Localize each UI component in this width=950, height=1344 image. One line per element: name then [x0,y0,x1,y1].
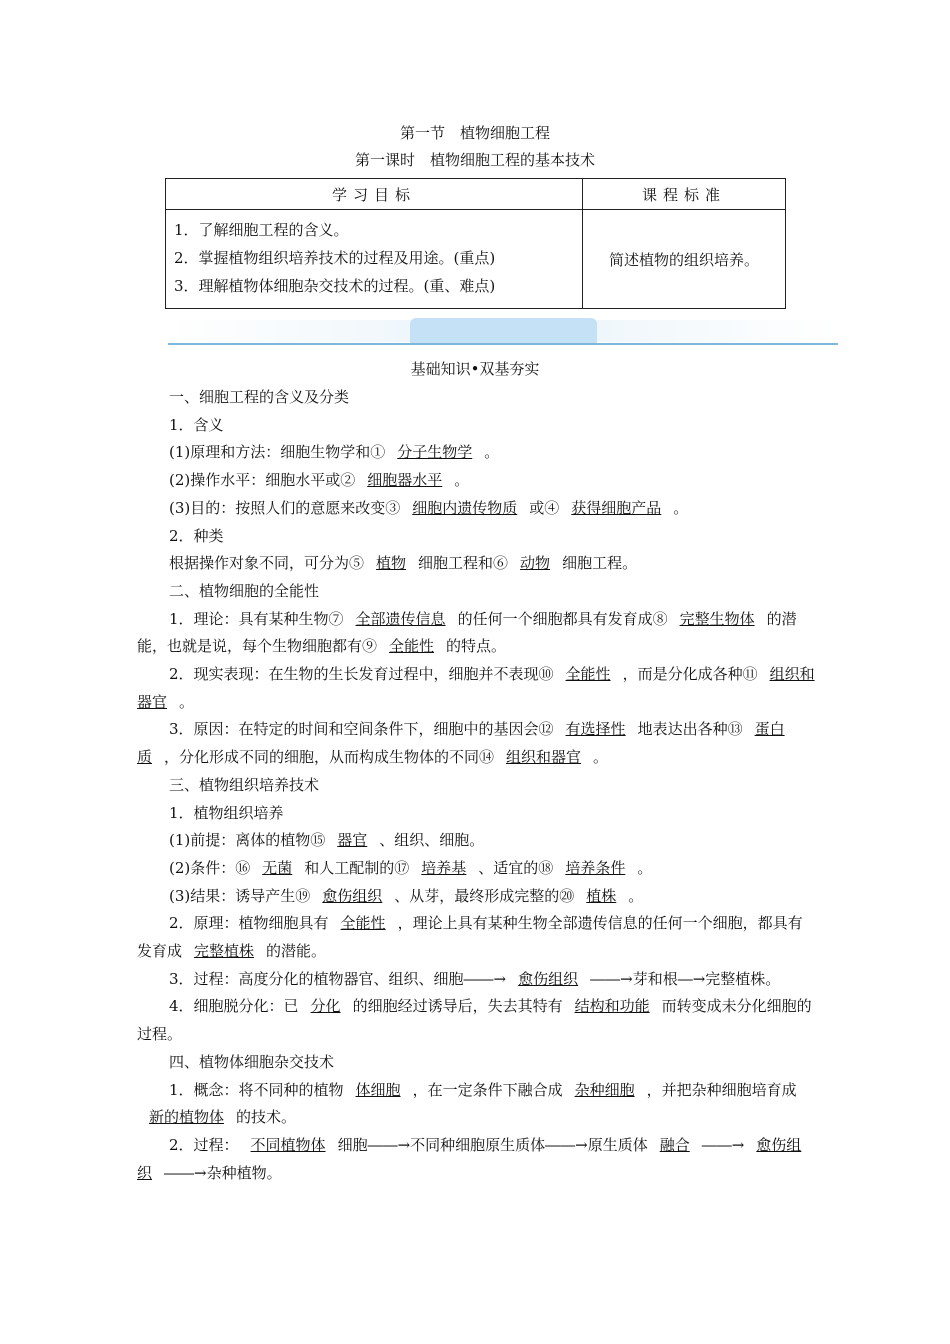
answer-blank: 组织和器官 [137,665,815,711]
answer-blank: 新的植物体 [149,1108,225,1127]
content-body [137,384,817,1187]
answer-blank: 有选择性 [565,720,626,739]
paragraph: 4．细胞脱分化：已 分化 的细胞经过诱导后，失去其特有 结构和功能 而转变成未分化细胞的过程。 [137,997,812,1044]
paragraph: 3．过程：高度分化的植物器官、组织、细胞――→ 愈伤组织 ――→芽和根―→完整植株。 [169,969,781,988]
paragraph: 3．原因：在特定的时间和空间条件下，细胞中的基因会⑫ 有选择性 地表达出各种⑬ 蛋白质 ，分化形成不同的细胞，从而构成生物体的不同⑭ 组织和器官 。 [137,720,785,767]
heading: 三、植物组织培养技术 [169,775,320,794]
subheading: 1．植物组织培养 [169,803,284,822]
answer-blank: 全部遗传信息 [355,609,446,628]
answer-blank: 植物 [376,554,407,573]
paragraph: 1．理论：具有某种生物⑦ 全部遗传信息 的任何一个细胞都具有发育成⑧ 完整生物体 的潜能，也就是说，每个生物细胞都有⑨ 全能性 的特点。 [137,609,797,656]
objective-item: 3．理解植物体细胞杂交技术的过程。(重、难点) [174,277,496,295]
standard-cell: 简述植物的组织培养。 [583,210,786,309]
answer-blank: 体细胞 [355,1080,401,1099]
answer-blank: 细胞内遗传物质 [412,498,518,517]
answer-blank: 培养基 [421,858,467,877]
answer-blank: 完整植株 [194,942,255,961]
paragraph: 2．现实表现：在生物的生长发育过程中，细胞并不表现⑩ 全能性 ，而是分化成各种⑪ 组织和器官 。 [137,665,815,711]
answer-blank: 愈伤组织 [518,969,579,988]
objective-item: 2．掌握植物组织培养技术的过程及用途。(重点) [174,249,496,267]
paragraph: (2)操作水平：细胞水平或② 细胞器水平 。 [169,471,470,490]
subheading: 1．含义 [169,415,224,434]
standard-header: 课程标准 [583,179,786,210]
answer-blank: 分子生物学 [397,443,473,462]
goals-header: 学习目标 [166,179,583,210]
goals-table [165,178,786,309]
answer-blank: 细胞器水平 [367,471,443,490]
basic-knowledge-title: 基础知识•双基夯实 [410,360,540,378]
answer-blank: 杂种细胞 [574,1080,635,1099]
answer-blank: 蛋白质 [137,720,785,767]
objective-item: 1．了解细胞工程的含义。 [174,221,349,239]
answer-blank: 结构和功能 [574,997,650,1016]
paragraph: 根据操作对象不同，可分为⑤ 植物 细胞工程和⑥ 动物 细胞工程。 [169,554,638,573]
section-title-main: 第一节 植物细胞工程 [399,124,550,142]
lesson-title: 第一课时 植物细胞工程的基本技术 [354,151,595,169]
heading: 四、植物体细胞杂交技术 [169,1052,335,1071]
paragraph: (3)目的：按照人们的意愿来改变③ 细胞内遗传物质 或④ 获得细胞产品 。 [169,498,689,517]
answer-blank: 完整生物体 [679,609,755,628]
heading: 一、细胞工程的含义及分类 [169,388,350,406]
answer-blank: 全能性 [340,914,386,933]
answer-blank: 愈伤组织 [322,886,383,905]
banner-tab [410,318,597,344]
answer-blank: 器官 [337,831,368,850]
answer-blank: 获得细胞产品 [571,498,662,517]
paragraph: (1)前提：离体的植物⑮ 器官 、组织、细胞。 [169,831,485,850]
paragraph: (3)结果：诱导产生⑲ 愈伤组织 、从芽，最终形成完整的⑳ 植株 。 [169,886,644,905]
answer-blank: 愈伤组织 [137,1135,802,1182]
paragraph: 1．概念：将不同种的植物 体细胞 ，在一定条件下融合成 杂种细胞 ，并把杂种细胞培育成新的植物体 的技术。 [137,1077,817,1132]
answer-blank: 培养条件 [565,858,626,877]
paragraph: 2．过程： 不同植物体 细胞――→不同种细胞原生质体――→原生质体 融合 ――→ 愈伤组织 ――→杂种植物。 [137,1135,802,1182]
answer-blank: 全能性 [565,665,611,684]
paragraph: 2．原理：植物细胞具有 全能性 ，理论上具有某种生物全部遗传信息的任何一个细胞，都具有发育成 完整植株 的潜能。 [137,914,803,961]
answer-blank: 组织和器官 [506,748,582,767]
heading: 二、植物细胞的全能性 [169,581,320,600]
subheading: 2．种类 [169,526,224,545]
answer-blank: 全能性 [389,637,435,656]
answer-blank: 植株 [586,886,617,905]
banner-line [168,343,838,345]
answer-blank: 不同植物体 [250,1135,326,1154]
paragraph: (1)原理和方法：细胞生物学和① 分子生物学 。 [169,443,500,462]
paragraph: (2)条件：⑯ 无菌 和人工配制的⑰ 培养基 、适宜的⑱ 培养条件 。 [169,858,653,877]
answer-blank: 动物 [520,554,551,573]
objectives-cell [166,210,583,309]
answer-blank: 分化 [310,997,341,1016]
answer-blank: 融合 [659,1135,690,1154]
answer-blank: 无菌 [262,858,293,877]
